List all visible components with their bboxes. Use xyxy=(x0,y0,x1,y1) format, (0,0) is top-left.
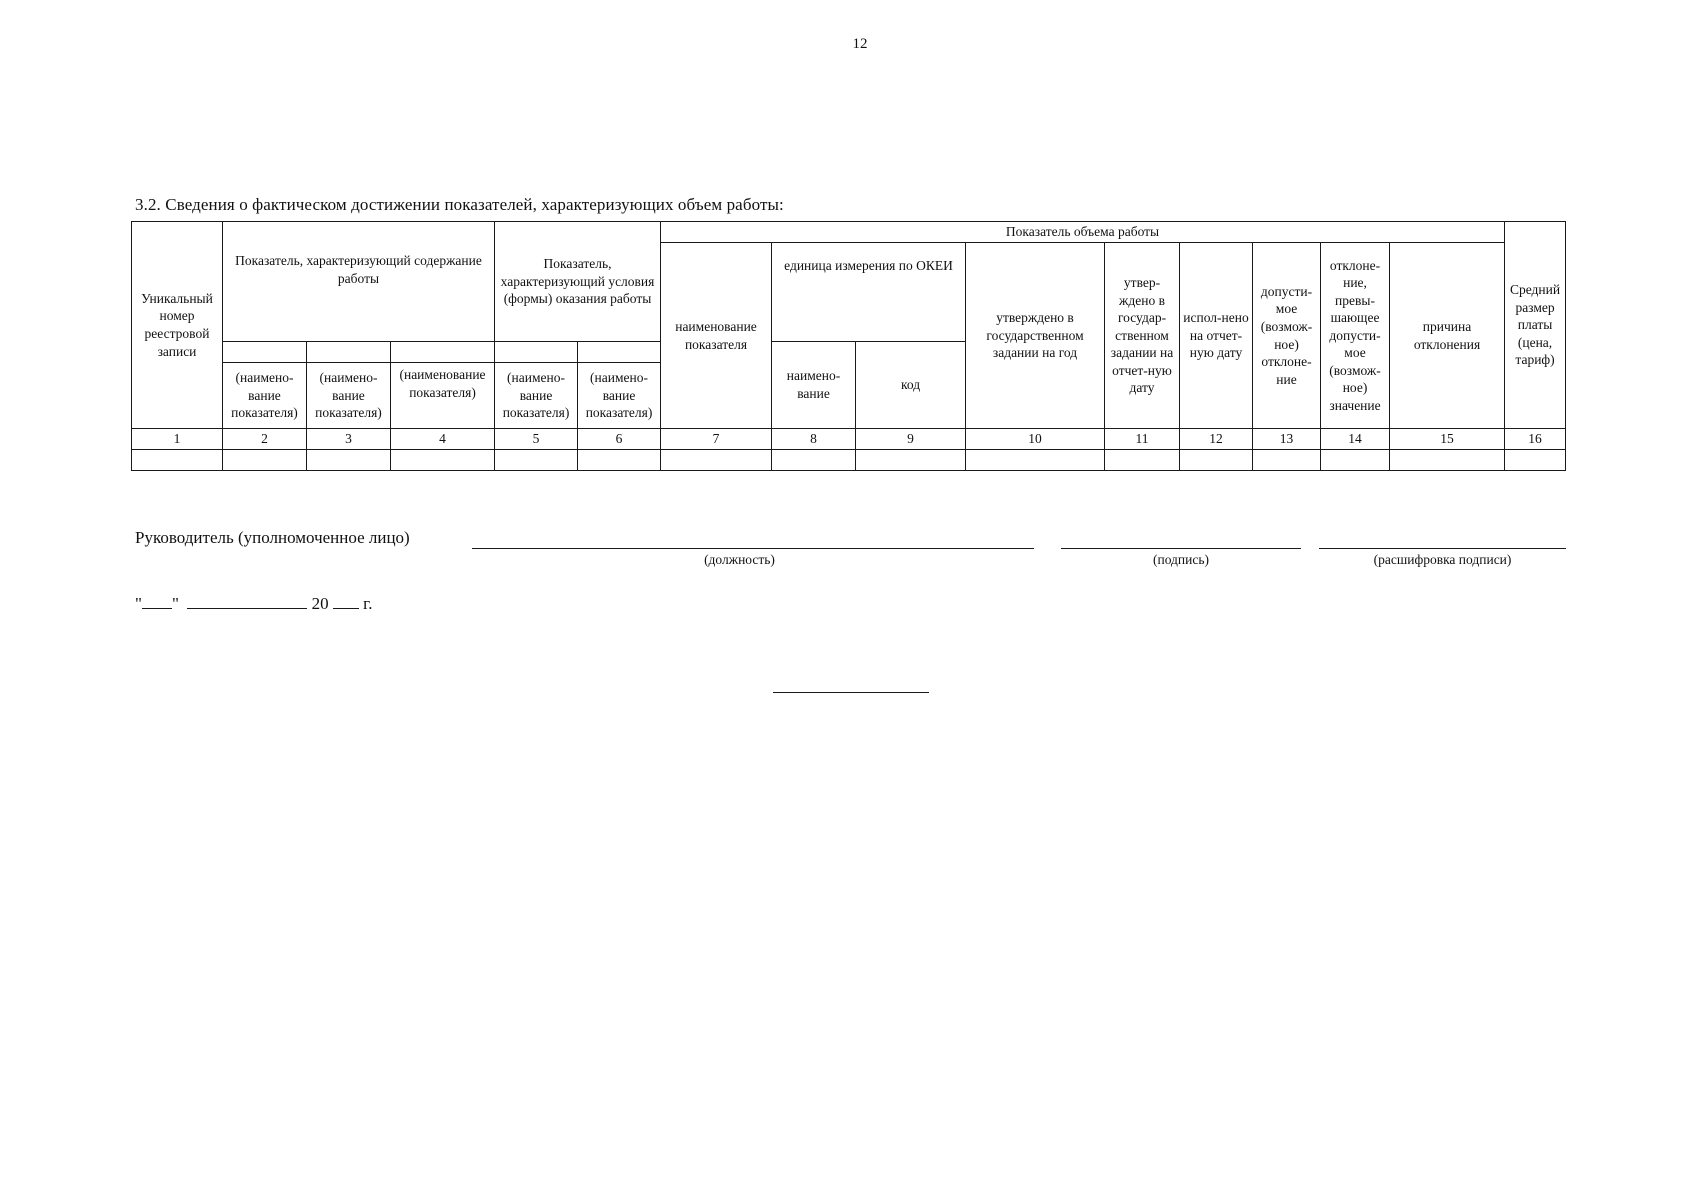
blank-cell xyxy=(391,342,495,363)
table-cell[interactable] xyxy=(1105,450,1180,471)
header-average-fee: Средний размер платы (цена, тариф) xyxy=(1505,222,1566,429)
table-cell[interactable] xyxy=(1253,450,1321,471)
column-number: 6 xyxy=(578,429,661,450)
subheader-col-2: (наимено-вание показателя) xyxy=(223,363,307,429)
header-allowed-deviation: допусти-мое (возмож-ное) отклоне-ние xyxy=(1253,243,1321,429)
header-approved-report-date: утвер-ждено в государ-ственном задании на отчет-ную дату xyxy=(1105,243,1180,429)
table-cell[interactable] xyxy=(1505,450,1566,471)
table-cell[interactable] xyxy=(772,450,856,471)
column-number: 15 xyxy=(1390,429,1505,450)
table-cell[interactable] xyxy=(307,450,391,471)
header-content-indicator: Показатель, характеризующий содержание работы xyxy=(223,222,495,342)
subheader-col-4: (наименование показателя) xyxy=(391,363,495,429)
column-number: 14 xyxy=(1321,429,1390,450)
date-field xyxy=(135,594,372,614)
year-suffix: г. xyxy=(363,594,373,613)
table-cell[interactable] xyxy=(1390,450,1505,471)
signature-decoding-line[interactable] xyxy=(1319,548,1566,549)
page-number: 12 xyxy=(852,36,868,52)
header-registry-number: Уникальный номер реестровой записи xyxy=(132,222,223,429)
year-prefix: 20 xyxy=(311,594,329,613)
quote-open: " xyxy=(135,594,142,613)
column-number-row xyxy=(132,429,1566,450)
work-volume-table xyxy=(131,221,1566,471)
year-blank[interactable] xyxy=(333,594,359,609)
table-cell[interactable] xyxy=(391,450,495,471)
quote-close: " xyxy=(171,594,179,613)
column-number: 3 xyxy=(307,429,391,450)
blank-cell xyxy=(307,342,391,363)
header-okei-unit: единица измерения по ОКЕИ xyxy=(772,243,966,342)
column-number: 8 xyxy=(772,429,856,450)
column-number: 10 xyxy=(966,429,1105,450)
month-blank[interactable] xyxy=(187,594,307,609)
table-cell[interactable] xyxy=(223,450,307,471)
table-cell[interactable] xyxy=(495,450,578,471)
subheader-col-5: (наимено-вание показателя) xyxy=(495,363,578,429)
column-number: 7 xyxy=(661,429,772,450)
table-cell[interactable] xyxy=(1321,450,1390,471)
section-title: 3.2. Сведения о фактическом достижении показателей, характеризующих объем работы: xyxy=(135,195,784,214)
table-cell[interactable] xyxy=(578,450,661,471)
position-caption: (должность) xyxy=(704,552,775,567)
signature-caption: (подпись) xyxy=(1152,552,1210,567)
footer-rule xyxy=(773,692,929,693)
signature-decoding-caption: (расшифровка подписи) xyxy=(1373,552,1512,567)
table-cell[interactable] xyxy=(966,450,1105,471)
column-number: 11 xyxy=(1105,429,1180,450)
table-cell[interactable] xyxy=(1180,450,1253,471)
header-conditions-indicator: Показатель, характеризующий условия (формы) оказания работы xyxy=(495,222,661,342)
signer-label: Руководитель (уполномоченное лицо) xyxy=(135,528,410,547)
column-number: 1 xyxy=(132,429,223,450)
column-number: 9 xyxy=(856,429,966,450)
table-cell[interactable] xyxy=(132,450,223,471)
signature-line[interactable] xyxy=(1061,548,1301,549)
column-number: 5 xyxy=(495,429,578,450)
header-indicator-name: наименование показателя xyxy=(661,243,772,429)
column-number: 4 xyxy=(391,429,495,450)
day-blank[interactable] xyxy=(142,594,172,609)
blank-cell xyxy=(223,342,307,363)
subheader-col-3: (наимено-вание показателя) xyxy=(307,363,391,429)
table-row xyxy=(132,450,1566,471)
column-number: 12 xyxy=(1180,429,1253,450)
header-unit-name: наимено-вание xyxy=(772,342,856,429)
header-exceeding-deviation: отклоне-ние, превы-шающее допусти-мое (возмож-ное) значение xyxy=(1321,243,1390,429)
subheader-col-6: (наимено-вание показателя) xyxy=(578,363,661,429)
header-unit-code: код xyxy=(856,342,966,429)
header-fulfilled: испол-нено на отчет-ную дату xyxy=(1180,243,1253,429)
column-number: 13 xyxy=(1253,429,1321,450)
position-line[interactable] xyxy=(472,548,1034,549)
table-cell[interactable] xyxy=(856,450,966,471)
header-approved-year: утверждено в государственном задании на год xyxy=(966,243,1105,429)
header-volume-indicator: Показатель объема работы xyxy=(661,222,1505,243)
blank-cell xyxy=(578,342,661,363)
blank-cell xyxy=(495,342,578,363)
column-number: 2 xyxy=(223,429,307,450)
table-cell[interactable] xyxy=(661,450,772,471)
column-number: 16 xyxy=(1505,429,1566,450)
header-deviation-reason: причина отклонения xyxy=(1390,243,1505,429)
